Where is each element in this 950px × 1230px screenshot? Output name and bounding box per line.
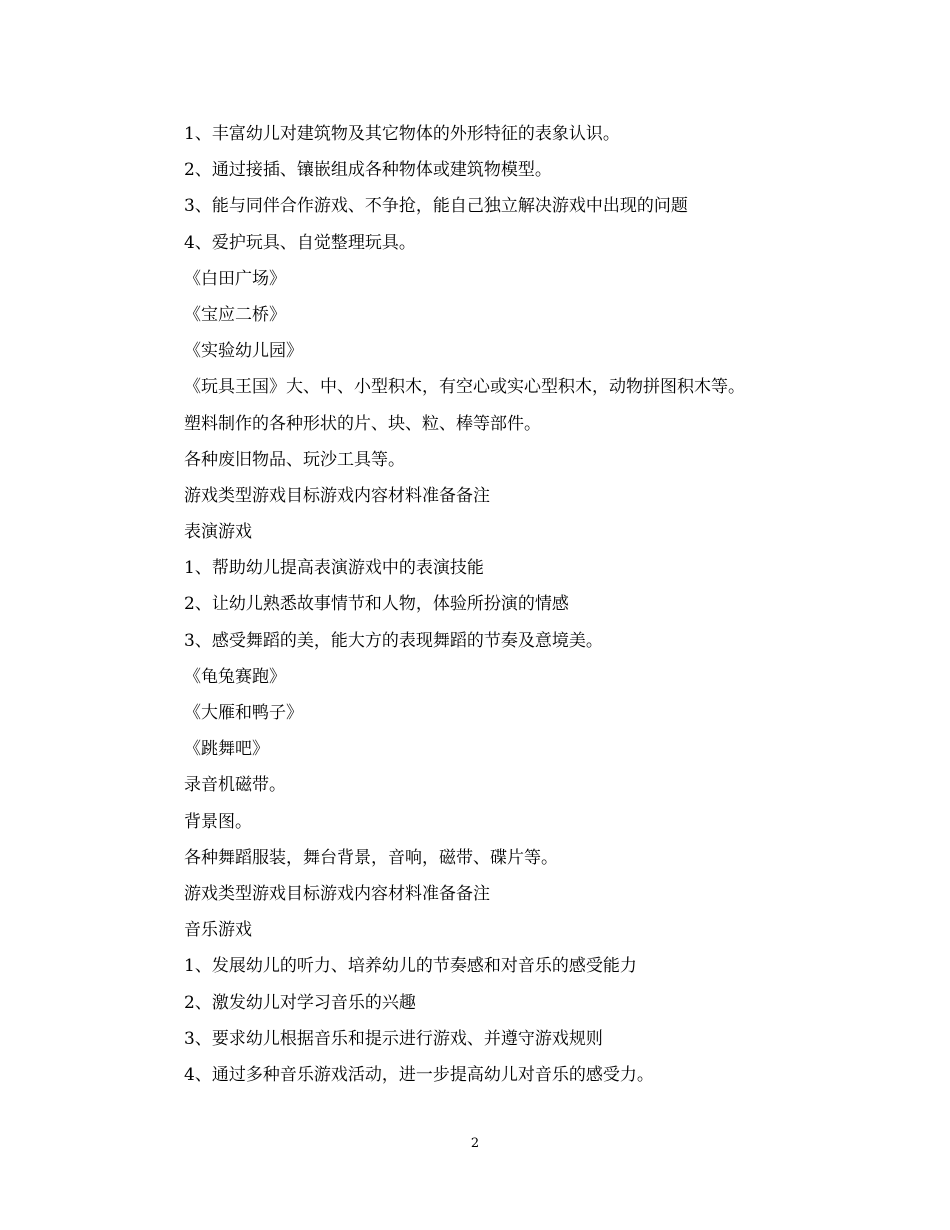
text-line: 2、激发幼儿对学习音乐的兴趣	[184, 992, 416, 1013]
text-line: 3、要求幼儿根据音乐和提示进行游戏、并遵守游戏规则	[184, 1028, 603, 1049]
text-line: 塑料制作的各种形状的片、块、粒、棒等部件。	[184, 413, 541, 434]
text-line: 《跳舞吧》	[184, 739, 269, 760]
text-line: 1、发展幼儿的听力、培养幼儿的节奏感和对音乐的感受能力	[184, 956, 637, 977]
text-line: 《大雁和鸭子》	[184, 703, 303, 723]
text-line: 游戏类型游戏目标游戏内容材料准备备注	[184, 485, 490, 506]
text-line: 3、能与同伴合作游戏、不争抢，能自己独立解决游戏中出现的问题	[184, 196, 688, 217]
text-line: 《实验幼儿园》	[184, 341, 303, 362]
text-line: 《玩具王国》大、中、小型积木，有空心或实心型积木，动物拼图积木等。	[184, 377, 745, 398]
text-line: 背景图。	[184, 811, 252, 832]
text-line: 录音机磁带。	[184, 775, 286, 796]
text-line: 1、丰富幼儿对建筑物及其它物体的外形特征的表象认识。	[184, 124, 620, 144]
text-line: 4、爱护玩具、自觉整理玩具。	[184, 232, 416, 253]
page-number: 2	[470, 1136, 480, 1151]
document-body	[184, 116, 824, 1093]
text-line: 各种废旧物品、玩沙工具等。	[184, 449, 405, 470]
text-line: 《白田广场》	[184, 268, 286, 289]
text-line: 4、通过多种音乐游戏活动，进一步提高幼儿对音乐的感受力。	[184, 1064, 654, 1085]
text-line: 游戏类型游戏目标游戏内容材料准备备注	[184, 883, 490, 904]
text-line: 《宝应二桥》	[184, 304, 286, 325]
text-line: 1、帮助幼儿提高表演游戏中的表演技能	[184, 558, 484, 579]
text-line: 表演游戏	[184, 522, 252, 543]
text-line: 音乐游戏	[184, 920, 252, 941]
text-line: 《龟兔赛跑》	[184, 666, 286, 687]
text-line: 2、通过接插、镶嵌组成各种物体或建筑物模型。	[184, 160, 552, 181]
text-line: 3、感受舞蹈的美，能大方的表现舞蹈的节奏及意境美。	[184, 630, 603, 651]
text-line: 2、让幼儿熟悉故事情节和人物，体验所扮演的情感	[184, 594, 569, 615]
text-line: 各种舞蹈服装，舞台背景，音响，磁带、碟片等。	[184, 847, 558, 868]
